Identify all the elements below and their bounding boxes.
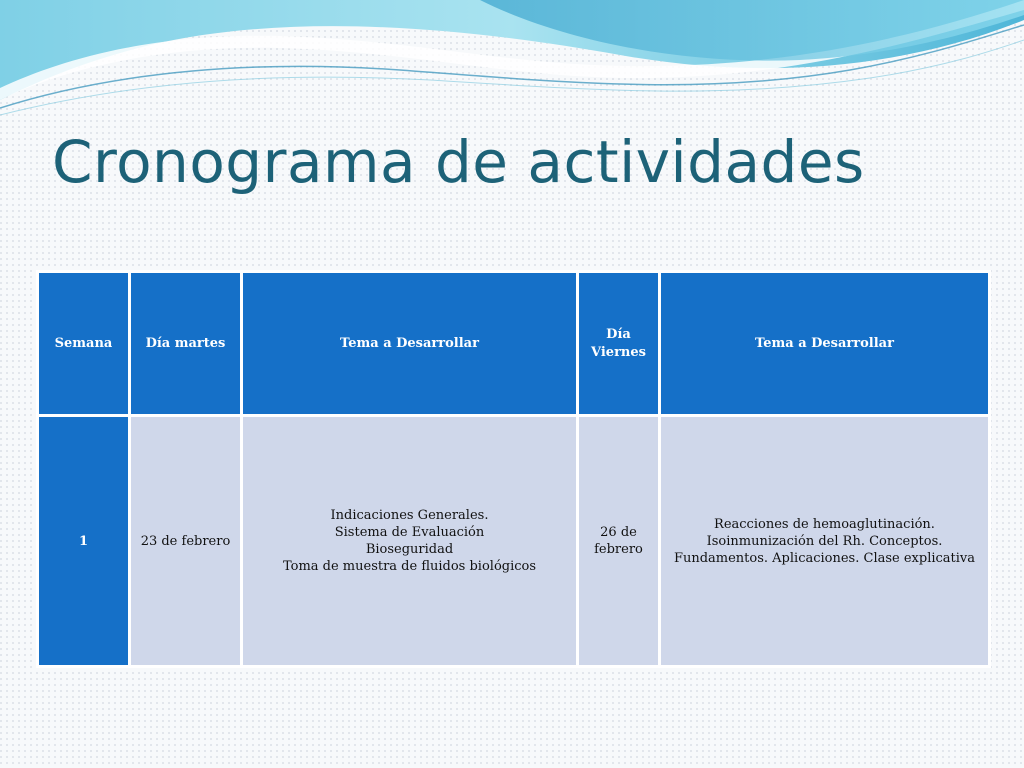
header-dia-martes: Día martes bbox=[130, 272, 242, 416]
header-tema-martes: Tema a Desarrollar bbox=[242, 272, 578, 416]
cell-dia-viernes: 26 de febrero bbox=[578, 416, 660, 667]
page-title: Cronograma de actividades bbox=[52, 128, 865, 196]
header-tema-viernes: Tema a Desarrollar bbox=[660, 272, 990, 416]
cell-dia-martes: 23 de febrero bbox=[130, 416, 242, 667]
cell-tema-martes: Indicaciones Generales. Sistema de Evaluación Bioseguridad Toma de muestra de fluidos biológicos bbox=[242, 416, 578, 667]
schedule-table bbox=[36, 270, 991, 668]
table-header-row bbox=[38, 272, 990, 416]
header-wave-decoration bbox=[0, 0, 1024, 130]
header-dia-viernes: Día Viernes bbox=[578, 272, 660, 416]
table-row bbox=[38, 416, 990, 667]
cell-tema-viernes: Reacciones de hemoaglutinación. Isoinmunización del Rh. Conceptos. Fundamentos. Aplicaciones. Clase explicativa bbox=[660, 416, 990, 667]
header-semana: Semana bbox=[38, 272, 130, 416]
cell-semana: 1 bbox=[38, 416, 130, 667]
